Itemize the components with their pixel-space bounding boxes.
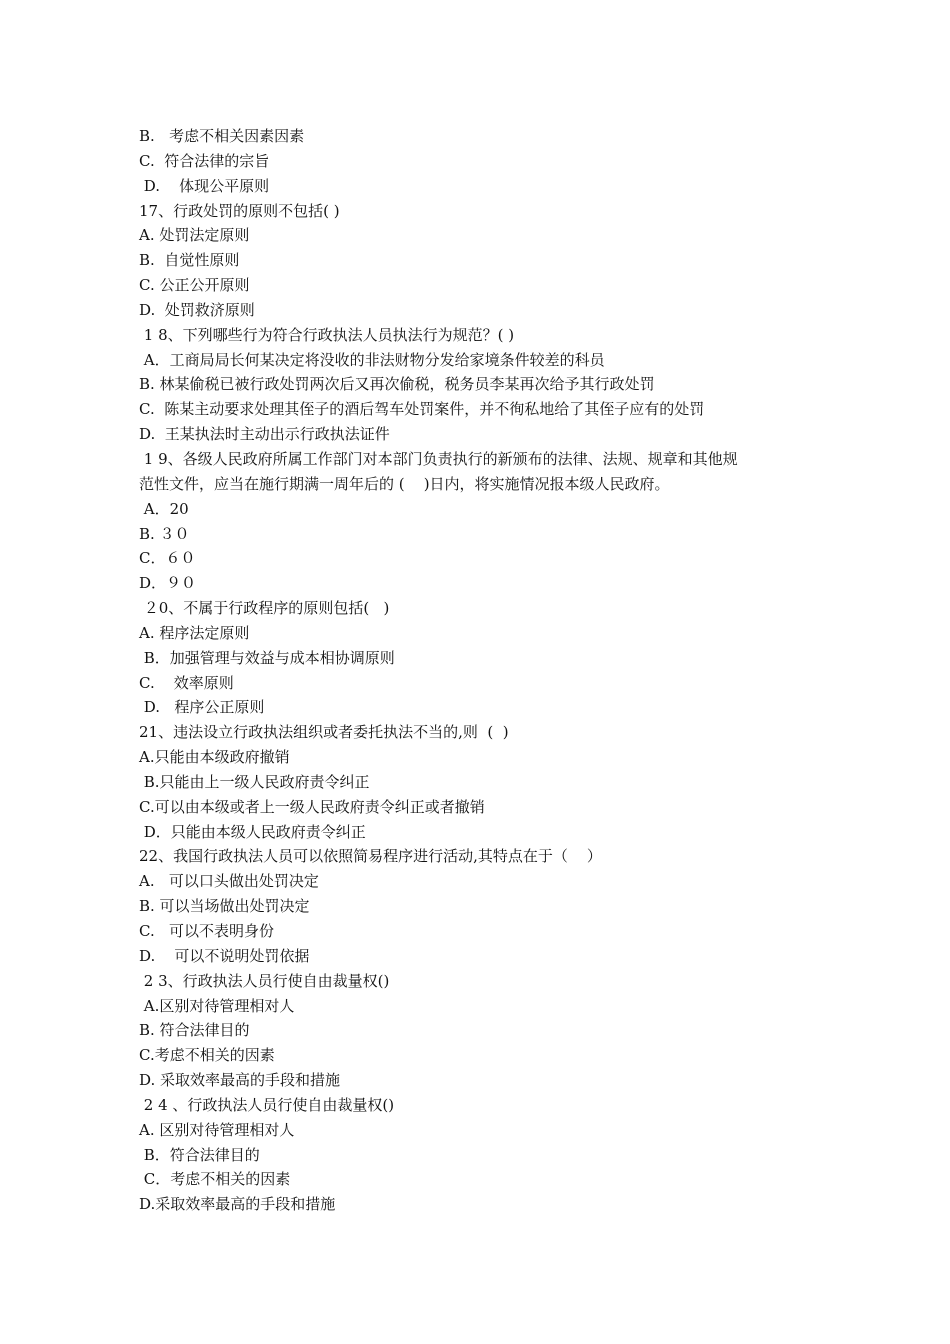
question-21: 21、违法设立行政执法组织或者委托执法不当的,则 ( )	[139, 723, 509, 742]
option-b-line: B．符合法律目的	[139, 1145, 260, 1164]
option-b-line: B. 考虑不相关因素因素	[139, 127, 305, 145]
question-19-part1: 1 9、各级人民政府所属工作部门对本部门负责执行的新颁布的法律、法规、规章和其他规	[139, 449, 738, 468]
question-23: 2 3、行政执法人员行使自由裁量权()	[139, 971, 390, 990]
question-19-part2: 范性文件，应当在施行期满一周年后的 ( )日内，将实施情况报本级人民政府。	[139, 474, 670, 493]
option-c-line: C.考虑不相关的因素	[139, 1046, 275, 1065]
option-d-line: D. 程序公正原则	[139, 698, 265, 717]
option-c-line: C. 公正公开原则	[139, 276, 250, 295]
option-c-line: C．考虑不相关的因素	[139, 1170, 291, 1189]
option-d-line: D．只能由本级人民政府责令纠正	[139, 822, 366, 841]
option-b-line: B. 符合法律目的	[139, 1021, 250, 1040]
option-d-line: D. 可以不说明处罚依据	[139, 946, 310, 965]
option-b-line: B.只能由上一级人民政府责令纠正	[139, 772, 370, 791]
option-a-line: A.区别对待管理相对人	[139, 996, 295, 1015]
option-c-line: C. 符合法律的宗旨	[139, 151, 270, 170]
option-a-line: A．工商局局长何某决定将没收的非法财物分发给家境条件较差的科员	[139, 350, 605, 369]
question-22: 22、我国行政执法人员可以依照简易程序进行活动,其特点在于（ ）	[139, 847, 602, 866]
document-content	[139, 124, 829, 1217]
option-d-line: D. 采取效率最高的手段和措施	[139, 1071, 341, 1090]
option-a-line: A. 程序法定原则	[139, 623, 250, 642]
question-18: 1 8、下列哪些行为符合行政执法人员执法行为规范？( )	[139, 325, 515, 344]
option-d-line: D．９０	[139, 574, 197, 593]
option-c-line: C. 可以不表明身份	[139, 922, 275, 940]
question-20: ２0、不属于行政程序的原则包括( )	[139, 599, 390, 618]
option-c-line: C.可以由本级或者上一级人民政府责令纠正或者撤销	[139, 797, 485, 816]
option-d-line: D. 体现公平原则	[139, 176, 270, 195]
option-a-line: A. 可以口头做出处罚决定	[139, 872, 319, 891]
option-a-line: A．20	[139, 499, 189, 518]
option-b-line: B. 林某偷税已被行政处罚两次后又再次偷税，税务员李某再次给予其行政处罚	[139, 375, 655, 394]
question-17: 17、行政处罚的原则不包括( )	[139, 201, 340, 220]
option-d-line: D. 处罚救济原则	[139, 300, 255, 319]
option-a-line: A. 区别对待管理相对人	[139, 1120, 295, 1139]
option-c-line: C. 陈某主动要求处理其侄子的酒后驾车处罚案件，并不徇私地给了其侄子应有的处罚	[139, 400, 705, 419]
option-a-line: A. 处罚法定原则	[139, 226, 250, 245]
option-b-line: B. 自觉性原则	[139, 251, 240, 270]
option-b-line: B. ３０	[139, 524, 190, 543]
option-a-line: A.只能由本级政府撤销	[139, 748, 290, 767]
question-24: 2 4 、行政执法人员行使自由裁量权()	[139, 1095, 395, 1114]
option-c-line: C．６０	[139, 549, 196, 568]
option-d-line: D. 王某执法时主动出示行政执法证件	[139, 425, 390, 444]
option-d-line: D.采取效率最高的手段和措施	[139, 1195, 336, 1214]
option-c-line: C. 效率原则	[139, 673, 234, 692]
option-b-line: B．加强管理与效益与成本相协调原则	[139, 648, 395, 667]
option-b-line: B. 可以当场做出处罚决定	[139, 897, 310, 916]
